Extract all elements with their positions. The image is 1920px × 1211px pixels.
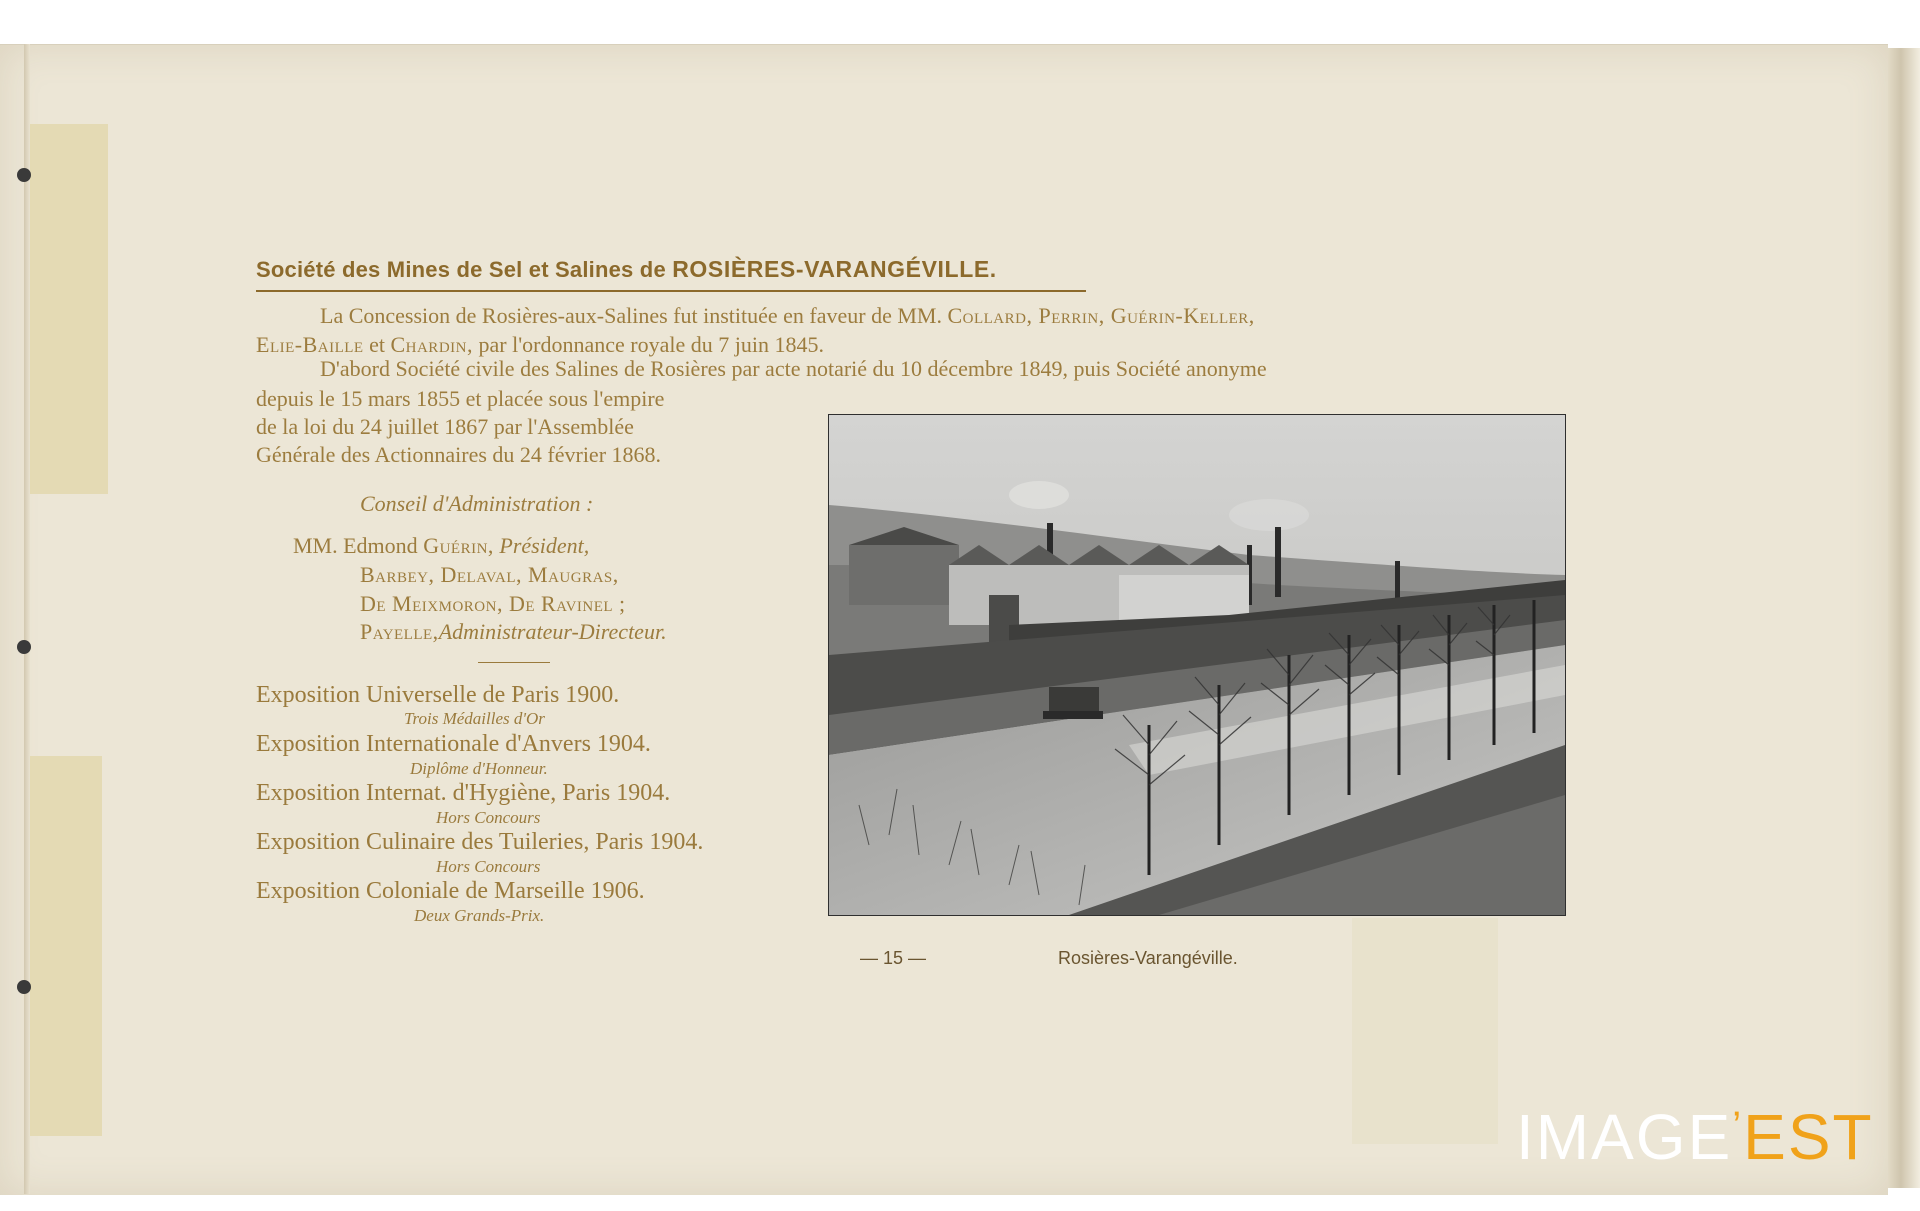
- paragraph-2-line-3: de la loi du 24 juillet 1867 par l'Assemblée: [256, 414, 634, 439]
- award-prize: Hors Concours: [436, 857, 541, 876]
- award-prize: Diplôme d'Honneur.: [410, 759, 548, 778]
- heading-company-name: ROSIÈRES-VARANGÉVILLE.: [672, 256, 997, 282]
- binding-stitch: [17, 168, 31, 182]
- paragraph-2-line-4: Générale des Actionnaires du 24 février 1868.: [256, 442, 662, 467]
- heading-underline: [256, 290, 1086, 292]
- board-line-2: Barbey, Delaval, Maugras,: [360, 562, 619, 587]
- board-line-1: MM. Edmond Guérin, Président,: [293, 533, 590, 558]
- award-name: Exposition Culinaire des Tuileries, Paris 1904.: [256, 829, 704, 855]
- paragraph-1-line-1: La Concession de Rosières-aux-Salines fut instituée en faveur de MM. Collard, Perrin, Guérin-Keller,: [320, 303, 1255, 328]
- award-name: Exposition Universelle de Paris 1900.: [256, 682, 620, 708]
- image-est-watermark-logo: IMAGE’EST: [1516, 1101, 1874, 1173]
- tape-strip: [30, 124, 108, 494]
- page-number: — 15 —: [860, 948, 927, 968]
- heading-prefix: Société des Mines de Sel et Salines de: [256, 257, 666, 282]
- photo-caption: Rosières-Varangéville.: [1058, 948, 1238, 968]
- board-line-4: Payelle,Administrateur-Directeur.: [360, 619, 667, 644]
- award-prize: Deux Grands-Prix.: [414, 906, 545, 925]
- tape-strip: [30, 756, 102, 1136]
- paragraph-2-line-1: D'abord Société civile des Salines de Rosières par acte notarié du 10 décembre 1849, puis Société anonyme: [320, 356, 1267, 381]
- binding-stitch: [17, 640, 31, 654]
- binding-stitch: [17, 980, 31, 994]
- stain: [1352, 918, 1498, 1144]
- page-edge: [1888, 48, 1920, 1188]
- award-prize: Trois Médailles d'Or: [404, 709, 545, 728]
- board-title: Conseil d'Administration :: [360, 491, 594, 516]
- board-line-3: De Meixmoron, De Ravinel ;: [360, 591, 626, 616]
- award-name: Exposition Internat. d'Hygiène, Paris 1904.: [256, 780, 671, 806]
- saltworks-photograph: [828, 414, 1566, 916]
- paragraph-2-line-2: depuis le 15 mars 1855 et placée sous l'empire: [256, 386, 665, 411]
- saltworks-photo-illustration: [829, 415, 1565, 915]
- award-prize: Hors Concours: [436, 808, 541, 827]
- section-divider: [478, 662, 550, 663]
- page-heading: [256, 256, 1086, 283]
- paragraph-1-line-2: Elie-Baille et Chardin, par l'ordonnance royale du 7 juin 1845.: [256, 332, 824, 357]
- award-name: Exposition Coloniale de Marseille 1906.: [256, 878, 645, 904]
- award-name: Exposition Internationale d'Anvers 1904.: [256, 731, 651, 757]
